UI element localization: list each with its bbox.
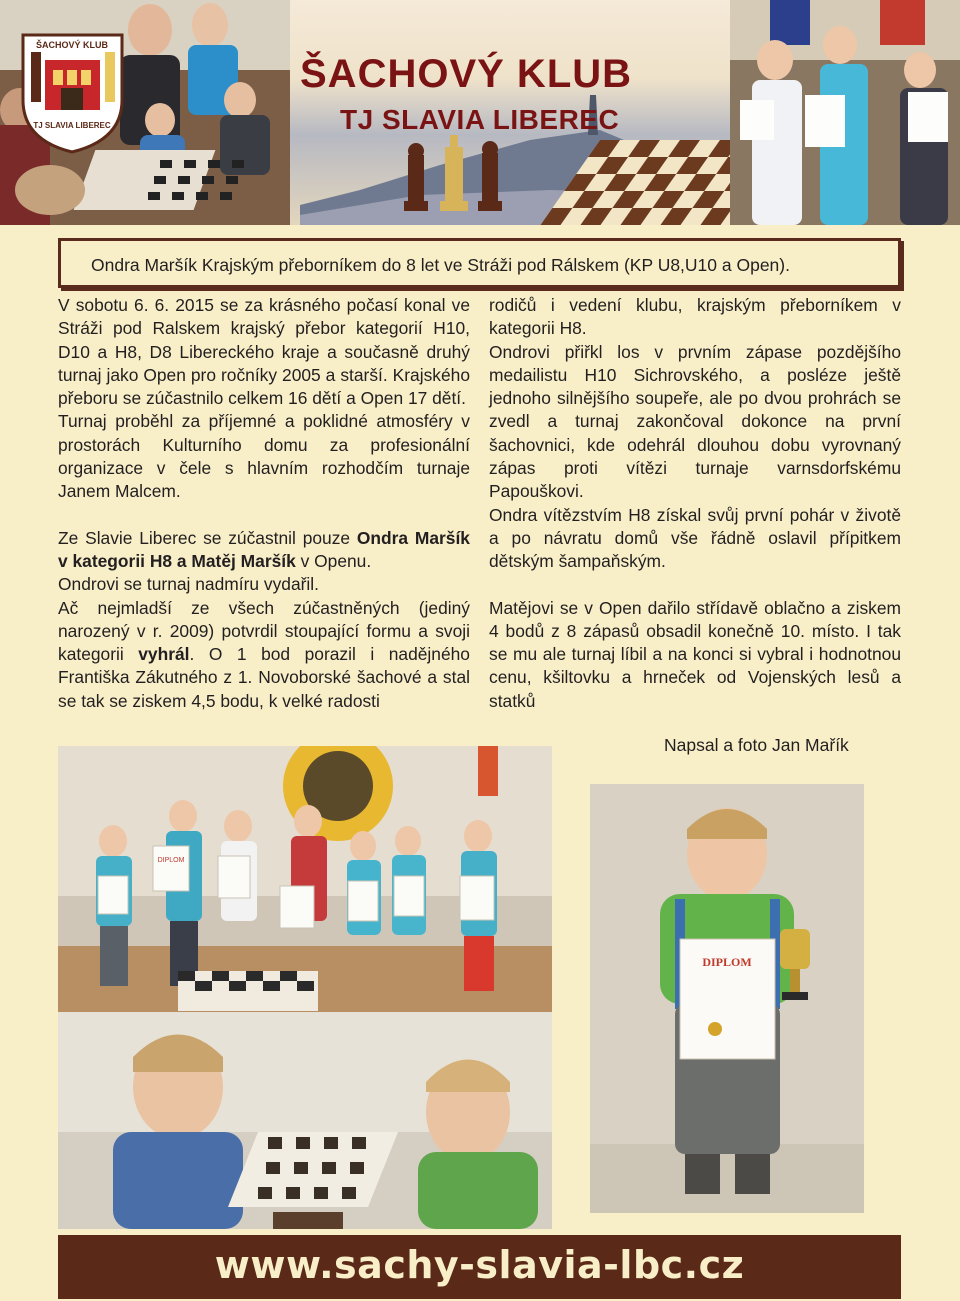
paragraph: Ondrovi se turnaj nadmíru vydařil.: [58, 574, 319, 595]
text-run: Ač nejmladší ze všech zúčastněných (jediný narozený v r. 2009) potvrdil stoupající formu a svoji kategorii: [58, 597, 470, 665]
paragraph: Matějovi se v Open dařilo střídavě oblačno a ziskem 4 bodů z 8 zápasů obsadil konečně 10. místo. I tak se mu ale turnaj líbil a na konci si vybral i hodnotnou cenu, kšiltovku a hrneček od Vojenských lesů a statků: [489, 597, 901, 711]
header-photo-winners: [730, 0, 960, 225]
paragraph: rodičů i vedení klubu, krajským přeborníkem v kategorii H8.: [489, 295, 901, 339]
paragraph: Ondra vítězstvím H8 získal svůj první pohár v životě a po návratu domů vše řádně oslavil přípitkem dětským šampaňským.: [489, 504, 901, 572]
website-url-link[interactable]: www.sachy-slavia-lbc.cz: [214, 1243, 745, 1287]
text-run: . O 1 bod porazil i nadějného Františka Zákutného z 1. Novoborské šachové a stal se tak se ziskem 4,5 bodu, k velké radosti: [58, 644, 470, 711]
author-credit: Napsal a foto Jan Mařík: [664, 735, 849, 755]
paragraph: Turnaj proběhl za příjemné a poklidné atmosféry v prostorách Kulturního domu za profesionální organizace v čele s hlavním rozhodčím turnaje Janem Malcem.: [58, 411, 470, 502]
text-run: Ze Slavie Liberec se zúčastnil pouze: [58, 527, 357, 548]
paragraph: [58, 597, 470, 713]
chess-pieces-icon: [400, 135, 510, 215]
diploma-label: DIPLOM: [157, 857, 185, 864]
article-column-right: [489, 294, 901, 713]
photo-boys-at-chessboard: [58, 1012, 552, 1229]
paragraph: [58, 527, 470, 574]
svg-text:ŠACHOVÝ KLUB: ŠACHOVÝ KLUB: [35, 40, 109, 50]
article-column-left: [58, 294, 470, 713]
header-banner: [0, 0, 960, 225]
chessboard-icon: [540, 140, 750, 225]
club-crest-logo: [15, 30, 130, 155]
diploma-label: DIPLOM: [702, 955, 752, 969]
headline: Ondra Maršík Krajským přeborníkem do 8 let ve Stráži pod Rálskem (KP U8,U10 a Open).: [91, 255, 790, 275]
text-bold: vyhrál: [138, 644, 190, 665]
paragraph: V sobotu 6. 6. 2015 se za krásného počasí konal ve Stráži pod Ralskem krajský přebor kategorií H10, D10 a H8, D8 Libereckého kraje a současně druhý turnaj jako Open pro ročníky 2005 a starší. Krajského přeboru se zúčastnilo celkem 16 dětí a Open 17 dětí.: [58, 295, 470, 409]
headline-box: [58, 238, 901, 288]
footer-banner: [58, 1235, 901, 1299]
club-title: ŠACHOVÝ KLUB: [300, 52, 633, 96]
photo-winner-with-trophy: [590, 784, 864, 1213]
photo-group-with-diplomas: [58, 746, 552, 1012]
text-bold: Ondra Maršík v kategorii H8 a Matěj Maršík: [58, 527, 470, 571]
club-subtitle: TJ SLAVIA LIBEREC: [340, 104, 620, 135]
svg-text:TJ SLAVIA LIBEREC: TJ SLAVIA LIBEREC: [33, 121, 111, 130]
text-run: v Openu.: [295, 550, 372, 571]
paragraph: Ondrovi přiřkl los v prvním zápase pozdějšího medailistu H10 Sichrovského, a posléze ještě jednoho silnějšího soupeře, ale po dvou prohrách se zvedl a turnaj zakončoval dokonce na první šachovnici, kde odehrál dlouhou dobu vyrovnaný zápas proti vítězi turnaje varnsdorfskému Papouškovi.: [489, 341, 901, 502]
